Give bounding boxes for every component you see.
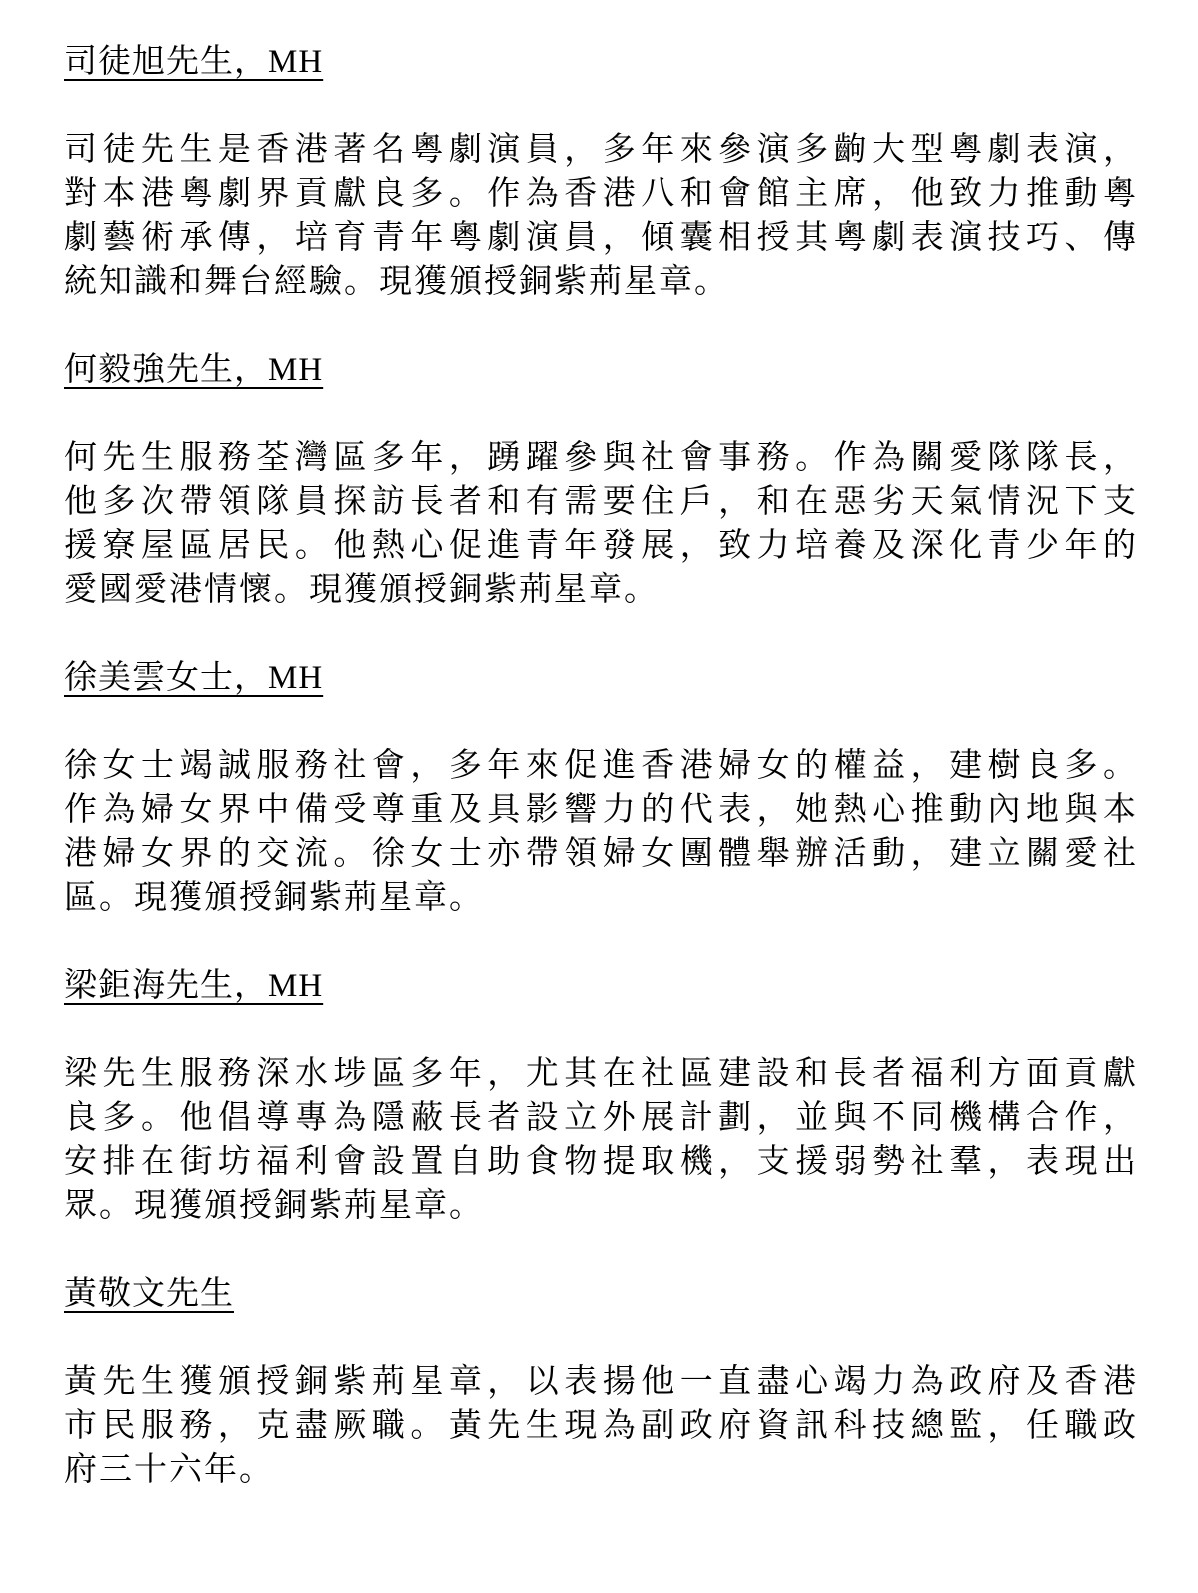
citation-section <box>64 40 1136 304</box>
paragraph-line: 港婦女界的交流。徐女士亦帶領婦女團體舉辦活動，建立關愛社 <box>64 836 1136 872</box>
citation-paragraph <box>64 744 1136 920</box>
recipient-name-heading: 梁鉅海先生，MH <box>64 968 324 1004</box>
paragraph-line: 統知識和舞台經驗。現獲頒授銅紫荊星章。 <box>64 264 729 300</box>
paragraph-line: 對本港粵劇界貢獻良多。作為香港八和會館主席，他致力推動粵 <box>64 176 1136 212</box>
citation-section <box>64 348 1136 612</box>
paragraph-line: 劇藝術承傳，培育青年粵劇演員，傾囊相授其粵劇表演技巧、傳 <box>64 220 1136 256</box>
paragraph-line: 安排在街坊福利會設置自助食物提取機，支援弱勢社羣，表現出 <box>64 1144 1136 1180</box>
paragraph-line: 他多次帶領隊員探訪長者和有需要住戶，和在惡劣天氣情況下支 <box>64 484 1136 520</box>
citation-section <box>64 656 1136 920</box>
paragraph-line: 徐女士竭誠服務社會，多年來促進香港婦女的權益，建樹良多。 <box>64 748 1136 784</box>
paragraph-line: 作為婦女界中備受尊重及具影響力的代表，她熱心推動內地與本 <box>64 792 1136 828</box>
citation-section <box>64 964 1136 1228</box>
paragraph-line: 眾。現獲頒授銅紫荊星章。 <box>64 1188 484 1224</box>
citation-paragraph <box>64 436 1136 612</box>
recipient-name-heading: 黃敬文先生 <box>64 1276 234 1312</box>
paragraph-line: 府三十六年。 <box>64 1452 274 1488</box>
paragraph-line: 援寮屋區居民。他熱心促進青年發展，致力培養及深化青少年的 <box>64 528 1136 564</box>
citation-paragraph <box>64 128 1136 304</box>
paragraph-line: 梁先生服務深水埗區多年，尤其在社區建設和長者福利方面貢獻 <box>64 1056 1136 1092</box>
paragraph-line: 良多。他倡導專為隱蔽長者設立外展計劃，並與不同機構合作， <box>64 1100 1136 1136</box>
citation-paragraph <box>64 1360 1136 1492</box>
paragraph-line: 區。現獲頒授銅紫荊星章。 <box>64 880 484 916</box>
recipient-name-heading: 司徒旭先生，MH <box>64 44 324 80</box>
citation-paragraph <box>64 1052 1136 1228</box>
paragraph-line: 黃先生獲頒授銅紫荊星章，以表揚他一直盡心竭力為政府及香港 <box>64 1364 1136 1400</box>
paragraph-line: 司徒先生是香港著名粵劇演員，多年來參演多齣大型粵劇表演， <box>64 132 1136 168</box>
paragraph-line: 市民服務，克盡厥職。黃先生現為副政府資訊科技總監，任職政 <box>64 1408 1136 1444</box>
recipient-name-heading: 徐美雲女士，MH <box>64 660 324 696</box>
paragraph-line: 愛國愛港情懷。現獲頒授銅紫荊星章。 <box>64 572 659 608</box>
paragraph-line: 何先生服務荃灣區多年，踴躍參與社會事務。作為關愛隊隊長， <box>64 440 1136 476</box>
citation-section <box>64 1272 1136 1492</box>
recipient-name-heading: 何毅強先生，MH <box>64 352 324 388</box>
